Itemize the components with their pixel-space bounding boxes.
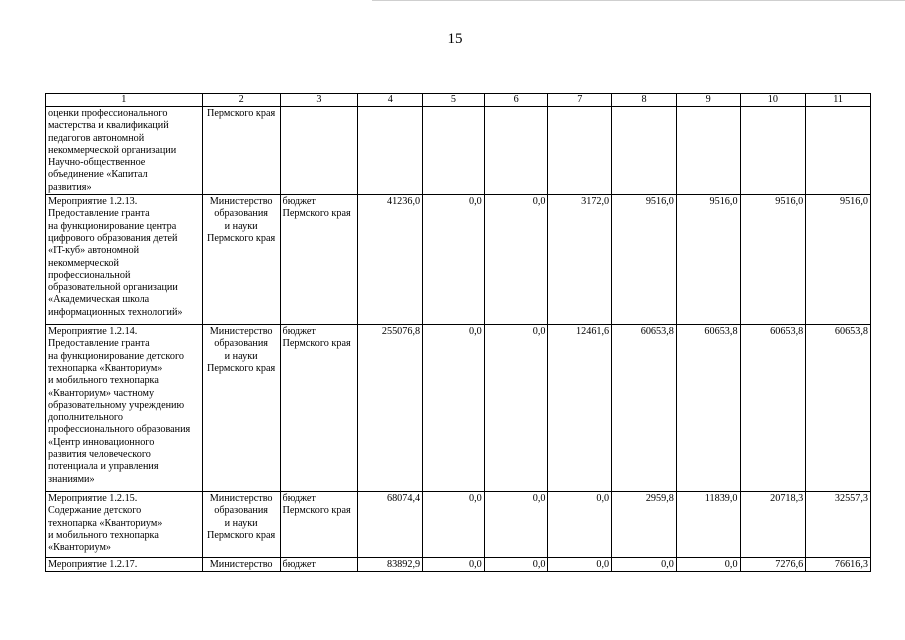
funding-source-cell-line: Пермского края bbox=[282, 505, 351, 517]
amount-cell-col-4: 83892,9 bbox=[358, 558, 423, 572]
activity-name-cell bbox=[46, 195, 203, 325]
amount-cell-col-11: 76616,3 bbox=[806, 558, 871, 572]
executor-cell-line: Министерство bbox=[209, 493, 273, 505]
executor-cell-line: Пермского края bbox=[207, 232, 276, 244]
table-row bbox=[46, 107, 871, 195]
activity-name-cell-line: «Кванториум» частному bbox=[48, 387, 155, 399]
amount-cell-col-5: 0,0 bbox=[423, 558, 485, 572]
activity-name-cell-line: Мероприятие 1.2.17. bbox=[48, 559, 138, 571]
executor-cell-line: образования bbox=[214, 505, 268, 517]
amount-cell-col-8: 9516,0 bbox=[612, 195, 677, 325]
table-row bbox=[46, 325, 871, 492]
amount-cell-col-10 bbox=[740, 107, 806, 195]
amount-cell-col-4: 41236,0 bbox=[358, 195, 423, 325]
column-number-1: 1 bbox=[46, 94, 203, 107]
activity-name-cell-line: и мобильного технопарка bbox=[48, 375, 159, 387]
activity-name-cell-line: Научно-общественное bbox=[48, 157, 146, 169]
funding-source-cell-line: бюджет bbox=[282, 326, 316, 338]
funding-source-cell-line: бюджет bbox=[282, 559, 316, 571]
amount-cell-col-11: 9516,0 bbox=[806, 195, 871, 325]
amount-cell-col-11: 32557,3 bbox=[806, 492, 871, 558]
executor-cell bbox=[202, 195, 280, 325]
executor-cell bbox=[202, 107, 280, 195]
table-row bbox=[46, 492, 871, 558]
column-number-11: 11 bbox=[806, 94, 871, 107]
activity-name-cell-line: объединение «Капитал bbox=[48, 169, 148, 181]
amount-cell-col-6: 0,0 bbox=[484, 492, 548, 558]
amount-cell-col-9: 11839,0 bbox=[676, 492, 740, 558]
activity-name-cell-line: на функционирование центра bbox=[48, 220, 177, 232]
amount-cell-col-7: 3172,0 bbox=[548, 195, 612, 325]
amount-cell-col-5: 0,0 bbox=[423, 492, 485, 558]
activity-name-cell-line: Мероприятие 1.2.14. bbox=[48, 326, 138, 338]
amount-cell-col-8: 60653,8 bbox=[612, 325, 677, 492]
budget-table bbox=[45, 93, 871, 572]
column-number-6: 6 bbox=[484, 94, 548, 107]
executor-cell-line: и науки bbox=[224, 350, 258, 362]
column-number-8: 8 bbox=[612, 94, 677, 107]
executor-cell-line: образования bbox=[214, 208, 268, 220]
activity-name-cell-line: «IT-куб» автономной bbox=[48, 245, 140, 257]
amount-cell-col-10: 60653,8 bbox=[740, 325, 806, 492]
top-rule bbox=[372, 0, 905, 1]
amount-cell-col-9: 9516,0 bbox=[676, 195, 740, 325]
amount-cell-col-4 bbox=[358, 107, 423, 195]
activity-name-cell-line: образовательной организации bbox=[48, 282, 178, 294]
activity-name-cell-line: технопарка «Кванториум» bbox=[48, 517, 163, 529]
executor-cell-line: Пермского края bbox=[207, 362, 276, 374]
column-number-9: 9 bbox=[676, 94, 740, 107]
column-number-4: 4 bbox=[358, 94, 423, 107]
amount-cell-col-7: 0,0 bbox=[548, 558, 612, 572]
activity-name-cell-line: «Академическая школа bbox=[48, 294, 150, 306]
activity-name-cell-line: технопарка «Кванториум» bbox=[48, 362, 163, 374]
activity-name-cell-line: цифрового образования детей bbox=[48, 232, 178, 244]
column-number-2: 2 bbox=[202, 94, 280, 107]
executor-cell-line: Министерство bbox=[209, 326, 273, 338]
amount-cell-col-5 bbox=[423, 107, 485, 195]
activity-name-cell-line: развития человеческого bbox=[48, 449, 151, 461]
column-number-3: 3 bbox=[280, 94, 358, 107]
executor-cell bbox=[202, 492, 280, 558]
column-number-10: 10 bbox=[740, 94, 806, 107]
funding-source-cell bbox=[280, 195, 358, 325]
activity-name-cell-line: «Кванториум» bbox=[48, 542, 111, 554]
executor-cell-line: Министерство bbox=[209, 559, 273, 571]
funding-source-cell bbox=[280, 558, 358, 572]
funding-source-cell bbox=[280, 325, 358, 492]
amount-cell-col-8 bbox=[612, 107, 677, 195]
funding-source-cell bbox=[280, 107, 358, 195]
amount-cell-col-6: 0,0 bbox=[484, 558, 548, 572]
amount-cell-col-6 bbox=[484, 107, 548, 195]
amount-cell-col-7 bbox=[548, 107, 612, 195]
amount-cell-col-6: 0,0 bbox=[484, 195, 548, 325]
amount-cell-col-7: 0,0 bbox=[548, 492, 612, 558]
column-number-7: 7 bbox=[548, 94, 612, 107]
activity-name-cell-line: развития» bbox=[48, 181, 92, 193]
amount-cell-col-11 bbox=[806, 107, 871, 195]
amount-cell-col-5: 0,0 bbox=[423, 325, 485, 492]
amount-cell-col-4: 255076,8 bbox=[358, 325, 423, 492]
activity-name-cell-line: Мероприятие 1.2.13. bbox=[48, 196, 138, 208]
activity-name-cell-line: некоммерческой bbox=[48, 257, 119, 269]
amount-cell-col-8: 2959,8 bbox=[612, 492, 677, 558]
executor-cell-line: и науки bbox=[224, 220, 258, 232]
activity-name-cell-line: дополнительного bbox=[48, 412, 123, 424]
executor-cell-line: Пермского края bbox=[207, 529, 276, 541]
activity-name-cell-line: образовательному учреждению bbox=[48, 399, 185, 411]
activity-name-cell bbox=[46, 325, 203, 492]
amount-cell-col-7: 12461,6 bbox=[548, 325, 612, 492]
funding-source-cell-line: бюджет bbox=[282, 196, 316, 208]
page-number: 15 bbox=[447, 31, 463, 47]
amount-cell-col-4: 68074,4 bbox=[358, 492, 423, 558]
amount-cell-col-8: 0,0 bbox=[612, 558, 677, 572]
amount-cell-col-11: 60653,8 bbox=[806, 325, 871, 492]
activity-name-cell-line: мастерства и квалификаций bbox=[48, 120, 169, 132]
activity-name-cell bbox=[46, 107, 203, 195]
activity-name-cell-line: потенциала и управления bbox=[48, 461, 159, 473]
executor-cell bbox=[202, 558, 280, 572]
funding-source-cell bbox=[280, 492, 358, 558]
executor-cell-line: и науки bbox=[224, 517, 258, 529]
activity-name-cell-line: профессионального образования bbox=[48, 424, 191, 436]
activity-name-cell-line: Содержание детского bbox=[48, 505, 142, 517]
activity-name-cell-line: Предоставление гранта bbox=[48, 338, 150, 350]
amount-cell-col-9: 60653,8 bbox=[676, 325, 740, 492]
executor-cell-line: образования bbox=[214, 338, 268, 350]
amount-cell-col-5: 0,0 bbox=[423, 195, 485, 325]
activity-name-cell-line: профессиональной bbox=[48, 269, 131, 281]
funding-source-cell-line: Пермского края bbox=[282, 338, 351, 350]
activity-name-cell-line: и мобильного технопарка bbox=[48, 529, 159, 541]
amount-cell-col-9 bbox=[676, 107, 740, 195]
executor-cell bbox=[202, 325, 280, 492]
activity-name-cell-line: Мероприятие 1.2.15. bbox=[48, 493, 138, 505]
table-row bbox=[46, 195, 871, 325]
amount-cell-col-9: 0,0 bbox=[676, 558, 740, 572]
activity-name-cell-line: оценки профессионального bbox=[48, 108, 168, 119]
activity-name-cell bbox=[46, 492, 203, 558]
activity-name-cell bbox=[46, 558, 203, 572]
funding-source-cell-line: Пермского края bbox=[282, 208, 351, 220]
activity-name-cell-line: на функционирование детского bbox=[48, 350, 184, 362]
activity-name-cell-line: педагогов автономной bbox=[48, 132, 145, 144]
table-row bbox=[46, 558, 871, 572]
column-number-row bbox=[46, 94, 871, 107]
amount-cell-col-6: 0,0 bbox=[484, 325, 548, 492]
activity-name-cell-line: «Центр инновационного bbox=[48, 436, 155, 448]
activity-name-cell-line: знаниями» bbox=[48, 473, 95, 485]
executor-cell-line: Пермского края bbox=[207, 108, 276, 119]
activity-name-cell-line: информационных технологий» bbox=[48, 306, 183, 318]
funding-source-cell-line: бюджет bbox=[282, 493, 316, 505]
executor-cell-line: Министерство bbox=[209, 196, 273, 208]
activity-name-cell-line: Предоставление гранта bbox=[48, 208, 150, 220]
activity-name-cell-line: некоммерческой организации bbox=[48, 144, 177, 156]
amount-cell-col-10: 7276,6 bbox=[740, 558, 806, 572]
amount-cell-col-10: 20718,3 bbox=[740, 492, 806, 558]
amount-cell-col-10: 9516,0 bbox=[740, 195, 806, 325]
column-number-5: 5 bbox=[423, 94, 485, 107]
